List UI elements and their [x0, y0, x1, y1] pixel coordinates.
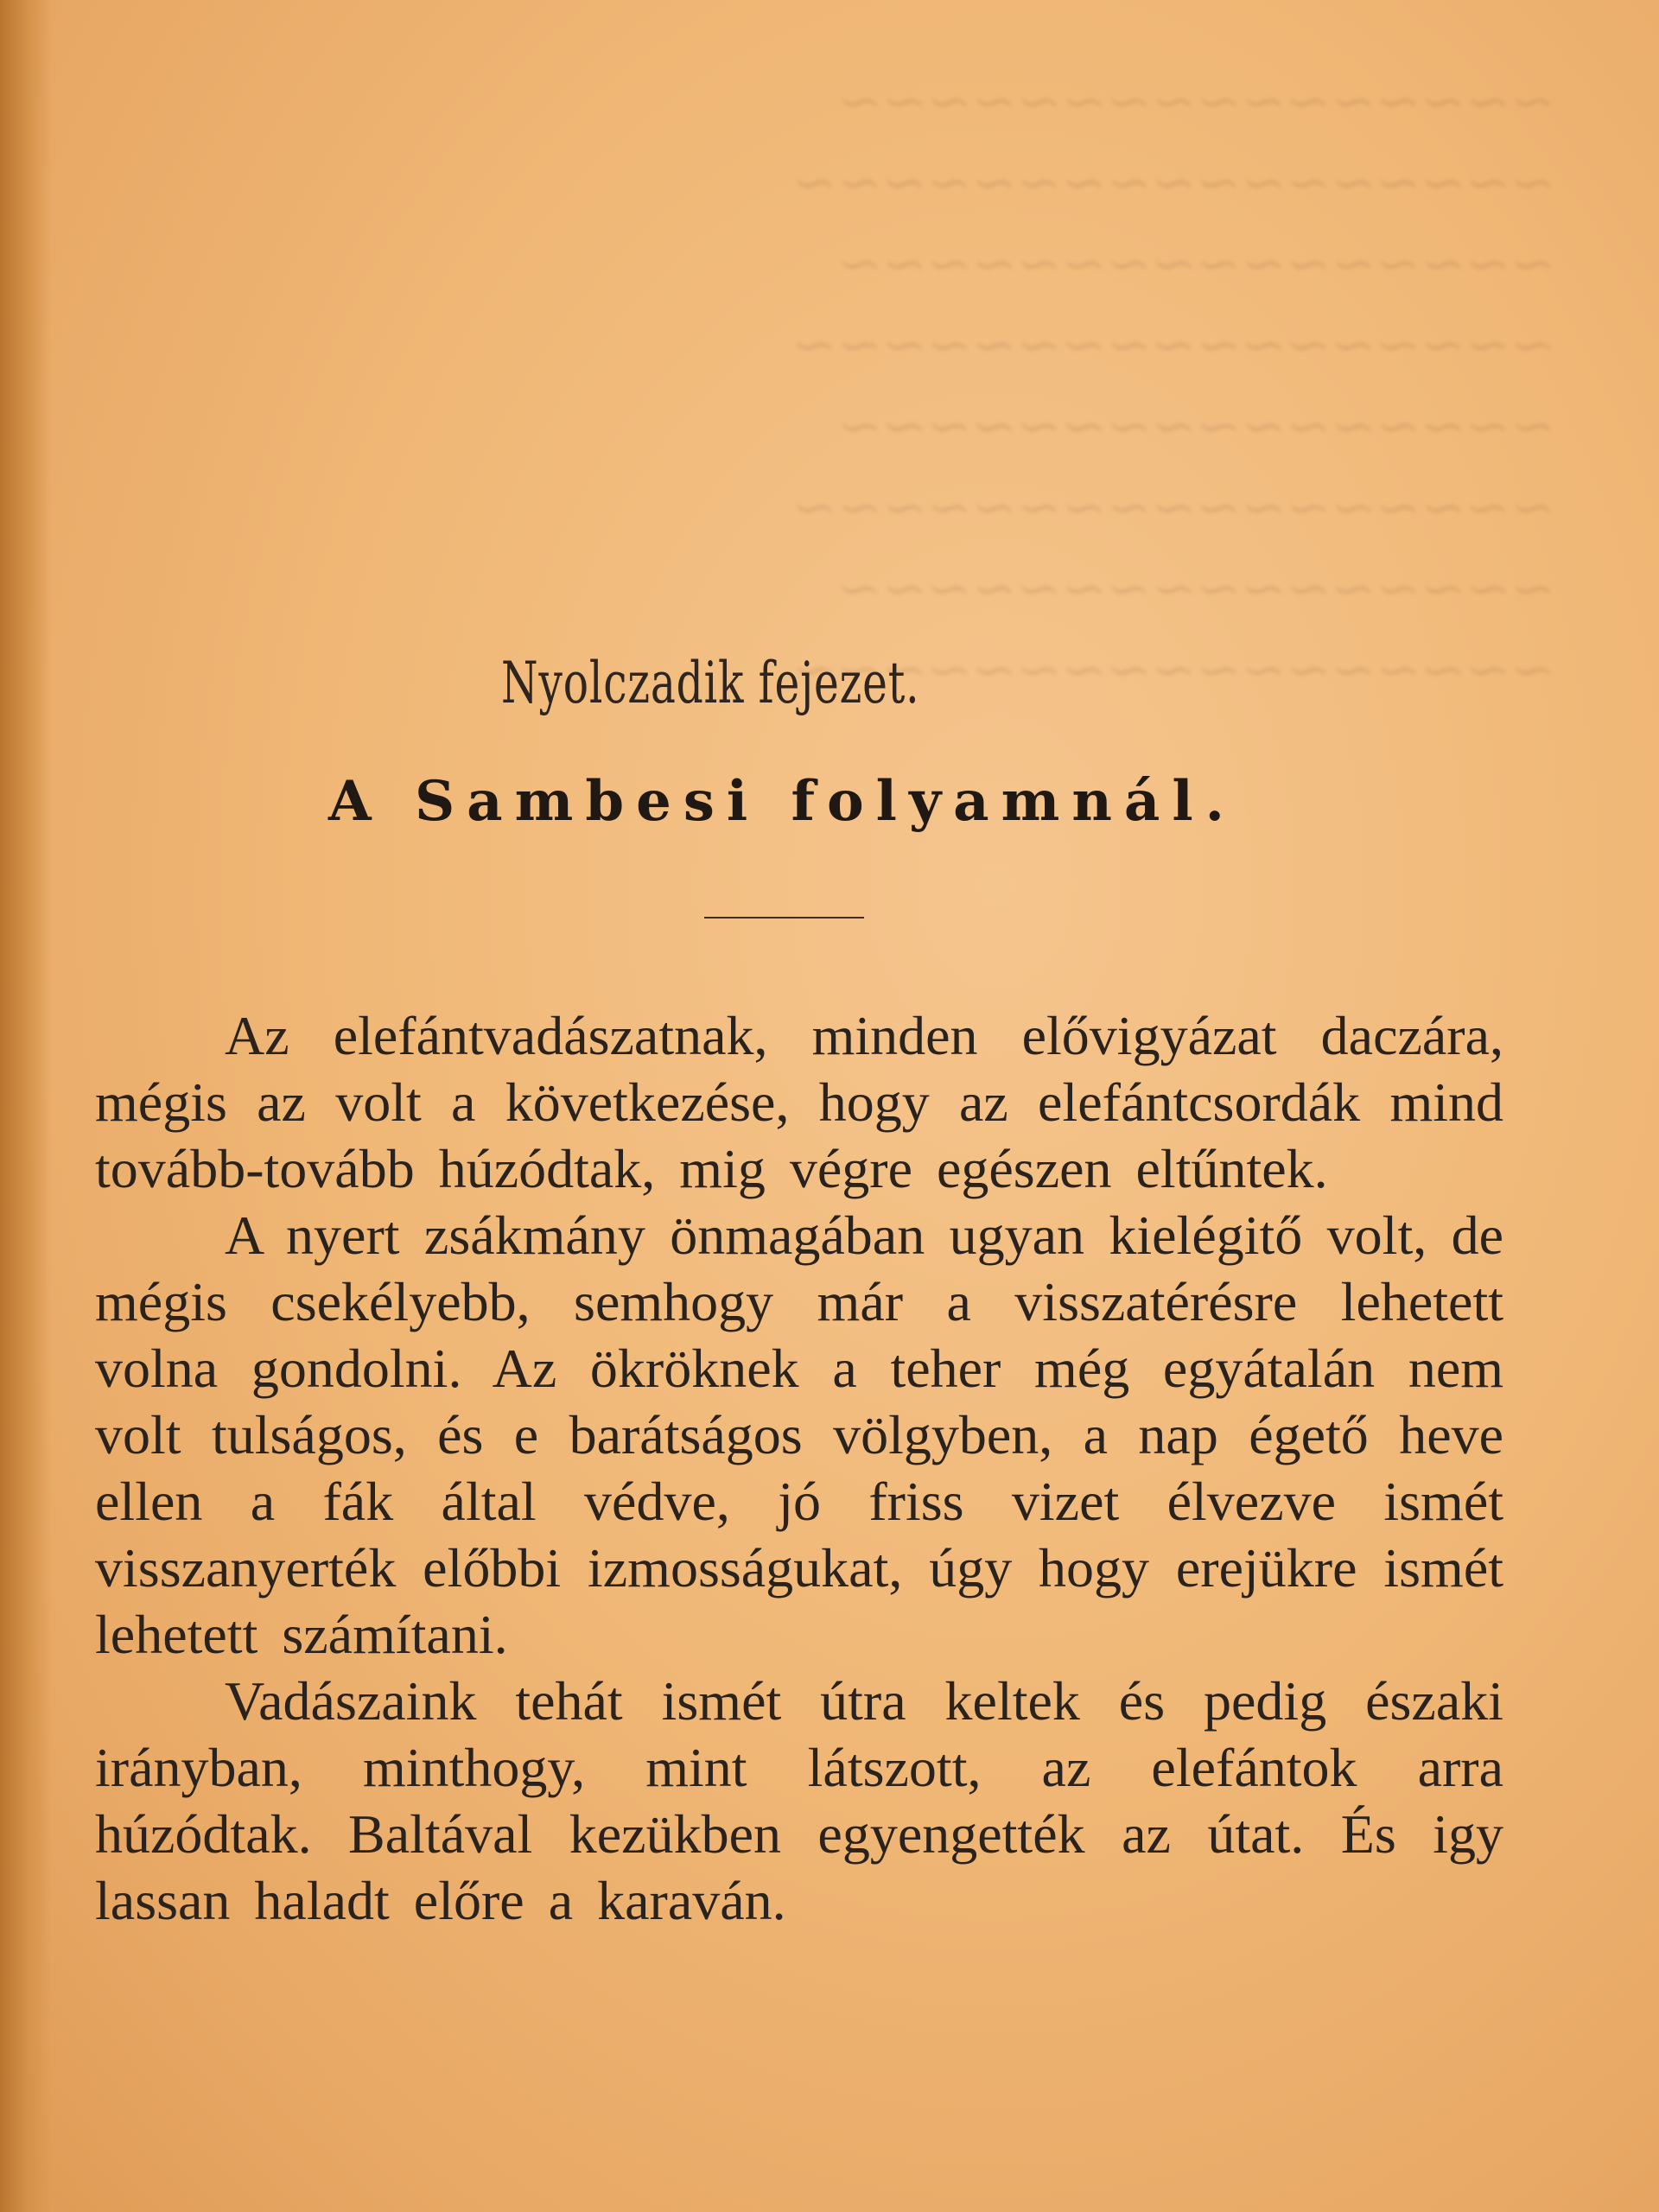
chapter-heading: Nyolczadik fejezet. [501, 650, 920, 716]
paragraph: Az elefántvadászatnak, minden elővigyázat daczára, mégis az volt a következése, hogy az elefántcsordák mind tovább-tovább húzódtak, mig végre egészen eltűntek. [95, 1005, 1503, 1199]
paragraph: Vadászaink tehát ismét útra keltek és pedig északi irányban, minthogy, mint látszott, az elefántok arra húzódtak. Baltával kezükben egyengették az útat. És igy lassan haladt előre a karaván. [95, 1670, 1503, 1931]
page-gutter [0, 0, 52, 2212]
paragraph: A nyert zsákmány önmagában ugyan kielégitő volt, de mégis csekélyebb, semhogy már a visszatérésre lehetett volna gondolni. Az ökröknek a teher még egyátalán nem volt tulságos, és e barátságos völgyben, a nap égető heve ellen a fák által védve, jó friss vizet élvezve ismét visszanyerték előbbi izmosságukat, úgy hogy erejükre ismét lehetett számítani. [95, 1205, 1503, 1665]
chapter-title: A Sambesi folyamnál. [328, 769, 1236, 834]
chapter-body [95, 1002, 1503, 1934]
bleed-through-text: ~~~~~~~~~~~~~~~~ ~~~~~~~~~~~~~~~~~ ~~~~~~~~~~~~~~~~ ~~~~~~~~~~~~~~~~~ ~~~~~~~~~~~~~~~~ ~~~~~~~~~~~~~~~~~ ~~~~~~~~~~~~~~~~ ~~~~~~~~~~~~~~~~~ [791, 69, 1555, 701]
title-divider [704, 917, 864, 918]
